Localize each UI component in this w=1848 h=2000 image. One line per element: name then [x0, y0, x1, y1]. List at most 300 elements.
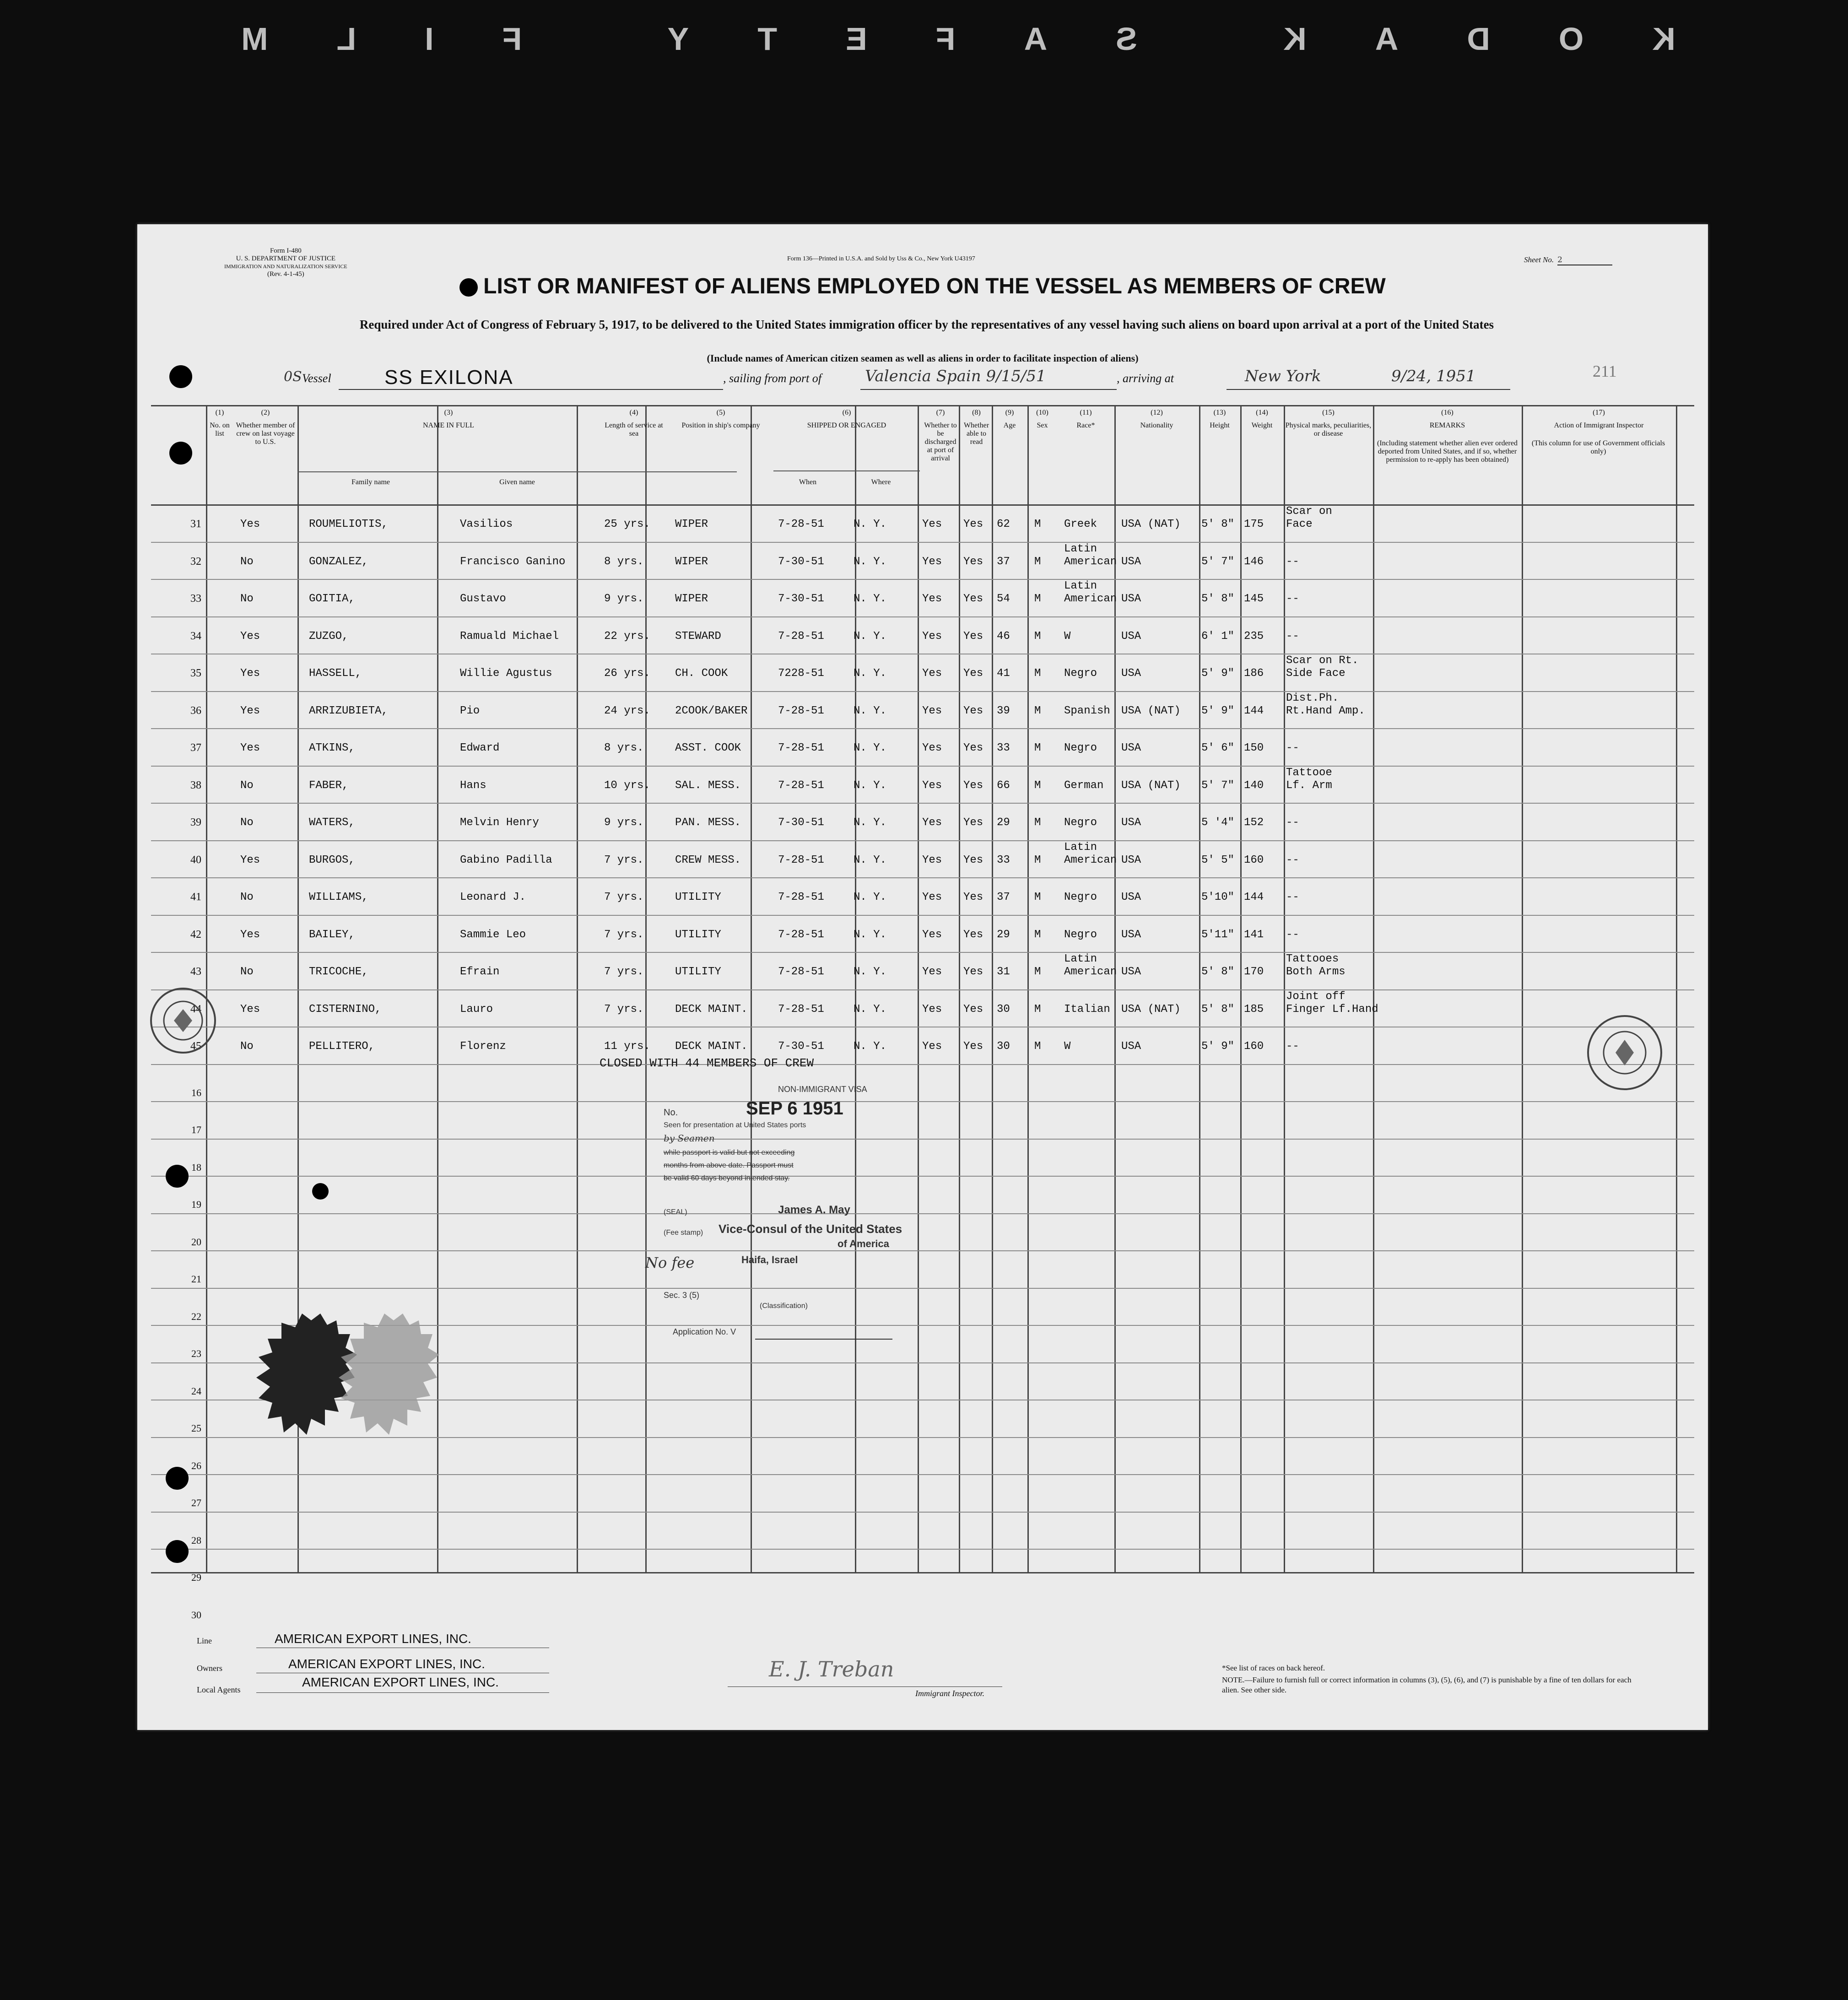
cell-position: SAL. MESS. [675, 779, 741, 792]
cell-position: DECK MAINT. [675, 1040, 748, 1053]
page-mark: 211 [1593, 362, 1617, 380]
cell-position: PAN. MESS. [675, 816, 741, 829]
cell-marks: -- [1286, 1040, 1299, 1053]
cell-service: 24 yrs. [604, 704, 650, 717]
table-top-rule [151, 405, 1694, 406]
row-number: 29 [191, 1572, 201, 1583]
cell-discharge: Yes [922, 518, 942, 530]
visa-sec: Sec. 3 (5) [664, 1291, 700, 1300]
cell-nationality: USA [1121, 1040, 1141, 1053]
cell-when: 7-28-51 [778, 854, 824, 866]
cell-prev: Yes [240, 928, 260, 941]
row-number: 20 [191, 1236, 201, 1248]
cell-marks: -- [1286, 854, 1299, 866]
table-vertical-rule [1676, 405, 1677, 1572]
cell-nationality: USA [1121, 816, 1141, 829]
cell-service: 8 yrs. [604, 555, 644, 568]
cell-race: W [1064, 630, 1071, 643]
cell-prev: No [240, 555, 254, 568]
cell-sex: M [1034, 891, 1041, 903]
row-number: 23 [191, 1348, 201, 1359]
table-row-rule [151, 1064, 1694, 1065]
vessel-name: SS EXILONA [384, 366, 513, 389]
cell-weight: 235 [1244, 630, 1264, 643]
cell-when: 7-28-51 [778, 1003, 824, 1016]
cell-when: 7-30-51 [778, 1040, 824, 1053]
arriving-at: New York [1245, 367, 1321, 385]
table-vertical-rule [1199, 405, 1200, 1572]
cell-where: N. Y. [854, 928, 887, 941]
cell-where: N. Y. [854, 854, 887, 866]
cell-discharge: Yes [922, 928, 942, 941]
table-vertical-rule [645, 405, 647, 1572]
cell-family: WATERS, [309, 816, 355, 829]
column-header: SHIPPED OR ENGAGED [807, 422, 886, 429]
cell-discharge: Yes [922, 854, 942, 866]
cell-position: ASST. COOK [675, 742, 741, 754]
cell-race: German [1064, 779, 1104, 792]
cell-position: DECK MAINT. [675, 1003, 748, 1016]
visa-title: NON-IMMIGRANT VISA [778, 1085, 867, 1094]
cell-given: Edward [460, 742, 500, 754]
column-header: Sex [1037, 422, 1048, 429]
cell-age: 37 [997, 555, 1010, 568]
cell-when: 7-30-51 [778, 593, 824, 605]
cell-position: CH. COOK [675, 667, 728, 680]
column-number: (13) [1213, 409, 1226, 416]
cell-marks: Joint off Finger Lf.Hand [1286, 990, 1378, 1016]
sheet-no-value: 2 [1557, 255, 1612, 265]
cell-age: 30 [997, 1003, 1010, 1016]
consulate-seal-left-icon [146, 984, 220, 1057]
punch-hole [166, 1540, 189, 1563]
cell-race: Negro [1064, 816, 1097, 829]
cell-race: Italian [1064, 1003, 1110, 1016]
cell-nationality: USA (NAT) [1121, 704, 1181, 717]
cell-nationality: USA [1121, 928, 1141, 941]
cell-marks: -- [1286, 593, 1299, 605]
cell-sex: M [1034, 667, 1041, 680]
form-number: Form I-480 [270, 247, 302, 254]
cell-discharge: Yes [922, 593, 942, 605]
cell-prev: Yes [240, 630, 260, 643]
cell-read: Yes [963, 742, 983, 754]
column-number: (10) [1036, 409, 1048, 416]
table-row-rule [151, 1549, 1694, 1550]
cell-nationality: USA [1121, 630, 1141, 643]
table-row-rule [151, 803, 1694, 804]
sheet-label: Sheet No. [1524, 255, 1554, 264]
cell-sex: M [1034, 742, 1041, 754]
cell-age: 30 [997, 1040, 1010, 1053]
cell-race: Latin American [1064, 841, 1117, 866]
cell-sex: M [1034, 854, 1041, 866]
cell-race: W [1064, 1040, 1071, 1053]
table-vertical-rule [918, 405, 919, 1572]
row-number: 44 [190, 1003, 201, 1015]
table-vertical-rule [1522, 405, 1523, 1572]
column-number: (16) [1441, 409, 1454, 416]
cell-family: BAILEY, [309, 928, 355, 941]
cell-read: Yes [963, 891, 983, 903]
column-number: (12) [1151, 409, 1163, 416]
cell-marks: Tattooes Both Arms [1286, 953, 1345, 978]
column-header: NAME IN FULL [423, 422, 474, 429]
column-header: REMARKS [1429, 422, 1465, 429]
cell-marks: -- [1286, 555, 1299, 568]
table-bottom-rule [151, 1572, 1694, 1573]
cell-position: UTILITY [675, 966, 721, 978]
cell-family: ROUMELIOTIS, [309, 518, 388, 530]
include-note: (Include names of American citizen seamen as well as aliens in order to facilitate inspection of aliens) [707, 352, 1139, 364]
table-row-rule [151, 840, 1694, 841]
row-number: 21 [191, 1273, 201, 1285]
cell-given: Florenz [460, 1040, 506, 1053]
cell-race: Greek [1064, 518, 1097, 530]
cell-sex: M [1034, 704, 1041, 717]
cell-marks: Scar on Rt. Side Face [1286, 654, 1359, 680]
cell-service: 9 yrs. [604, 593, 644, 605]
cell-marks: -- [1286, 816, 1299, 829]
column-header: Whether to be discharged at port of arrival [924, 422, 957, 462]
cell-when: 7-28-51 [778, 891, 824, 903]
cell-family: PELLITERO, [309, 1040, 375, 1053]
family-name-header: Family name [351, 478, 390, 486]
where-header: Where [871, 478, 891, 486]
cell-height: 5' 9" [1201, 704, 1235, 717]
cell-age: 29 [997, 928, 1010, 941]
visa-valid3: be valid 60 days beyond intended stay. [664, 1174, 790, 1182]
cell-height: 6' 1" [1201, 630, 1235, 643]
cell-marks: -- [1286, 928, 1299, 941]
cell-position: 2COOK/BAKER [675, 704, 748, 717]
column-header: Length of service at sea [605, 422, 663, 438]
cell-read: Yes [963, 928, 983, 941]
row-number: 36 [190, 704, 201, 717]
cell-when: 7-28-51 [778, 742, 824, 754]
row-number: 22 [191, 1310, 201, 1322]
cell-nationality: USA [1121, 593, 1141, 605]
cell-when: 7-28-51 [778, 518, 824, 530]
cell-position: STEWARD [675, 630, 721, 643]
cell-when: 7-30-51 [778, 555, 824, 568]
column-number: (11) [1080, 409, 1092, 416]
cell-given: Gustavo [460, 593, 506, 605]
inspector-note: (This column for use of Government officials only) [1531, 439, 1665, 455]
consul-name: James A. May [778, 1204, 850, 1216]
cell-height: 5'11" [1201, 928, 1235, 941]
cell-read: Yes [963, 704, 983, 717]
cell-age: 31 [997, 966, 1010, 978]
printer-note: Form 136—Printed in U.S.A. and Sold by Uss & Co., New York U43197 [787, 255, 975, 262]
cell-height: 5' 8" [1201, 966, 1235, 978]
line-value: AMERICAN EXPORT LINES, INC. [275, 1632, 471, 1646]
table-row-rule [151, 542, 1694, 543]
cell-weight: 152 [1244, 816, 1264, 829]
cell-where: N. Y. [854, 891, 887, 903]
row-number: 38 [190, 779, 201, 791]
cell-sex: M [1034, 593, 1041, 605]
service: IMMIGRATION AND NATURALIZATION SERVICE [224, 263, 347, 270]
cell-age: 54 [997, 593, 1010, 605]
cell-family: CISTERNINO, [309, 1003, 382, 1016]
inspector-signature: E. J. Treban [769, 1657, 894, 1681]
cell-nationality: USA [1121, 667, 1141, 680]
column-header: Nationality [1140, 422, 1173, 429]
cell-given: Leonard J. [460, 891, 526, 903]
table-row-rule [151, 691, 1694, 692]
cell-where: N. Y. [854, 742, 887, 754]
name-subheader-rule [297, 471, 737, 472]
cell-weight: 146 [1244, 555, 1264, 568]
cell-age: 29 [997, 816, 1010, 829]
cell-position: CREW MESS. [675, 854, 741, 866]
column-number: (9) [1005, 409, 1014, 416]
cell-age: 41 [997, 667, 1010, 680]
cell-prev: No [240, 966, 254, 978]
visa-valid2: months from above date. Passport must [664, 1162, 794, 1169]
cell-height: 5' 5" [1201, 854, 1235, 866]
row-number: 27 [191, 1497, 201, 1508]
cell-service: 7 yrs. [604, 966, 644, 978]
cell-weight: 150 [1244, 742, 1264, 754]
table-row-rule [151, 989, 1694, 990]
cell-height: 5 '4" [1201, 816, 1235, 829]
when-header: When [799, 478, 817, 486]
column-header: Action of Immigrant Inspector [1554, 422, 1644, 429]
fine-note: NOTE.—Failure to furnish full or correct information in columns (3), (5), (6), and (7) is punishable by a fine of ten dollars for each alien. See other side. [1222, 1676, 1632, 1694]
cell-marks: Dist.Ph. Rt.Hand Amp. [1286, 692, 1365, 717]
cell-family: ATKINS, [309, 742, 355, 754]
cell-prev: No [240, 1040, 254, 1053]
cell-prev: Yes [240, 704, 260, 717]
row-number: 28 [191, 1534, 201, 1546]
cell-prev: No [240, 779, 254, 792]
closed-note: CLOSED WITH 44 MEMBERS OF CREW [600, 1056, 814, 1070]
vessel-label: Vessel [302, 372, 331, 385]
table-vertical-rule [1284, 405, 1285, 1572]
cell-sex: M [1034, 779, 1041, 792]
cell-race: Latin American [1064, 580, 1117, 605]
cell-service: 7 yrs. [604, 928, 644, 941]
cell-age: 66 [997, 779, 1010, 792]
consul-america: of America [838, 1238, 889, 1249]
row-number: 40 [190, 854, 201, 866]
cell-service: 7 yrs. [604, 891, 644, 903]
table-row-rule [151, 877, 1694, 878]
cell-nationality: USA [1121, 854, 1141, 866]
vessel-prefix: 0S [284, 369, 302, 385]
cell-weight: 141 [1244, 928, 1264, 941]
given-name-header: Given name [499, 478, 535, 486]
column-number: (1) [215, 409, 224, 416]
cell-prev: Yes [240, 742, 260, 754]
visa-stamp [645, 1085, 993, 1341]
cell-when: 7-28-51 [778, 966, 824, 978]
cell-service: 11 yrs. [604, 1040, 650, 1053]
cell-where: N. Y. [854, 704, 887, 717]
row-number: 26 [191, 1459, 201, 1471]
row-number: 39 [190, 816, 201, 828]
cell-age: 46 [997, 630, 1010, 643]
column-number: (8) [972, 409, 981, 416]
row-number: 17 [191, 1124, 201, 1135]
no-fee-note: No fee [645, 1254, 695, 1271]
row-number: 30 [191, 1609, 201, 1621]
cell-where: N. Y. [854, 518, 887, 530]
remarks-note: (Including statement whether alien ever ordered deported from United States, and if so, whether permission to re-apply has been obtained) [1377, 439, 1518, 464]
cell-when: 7-28-51 [778, 630, 824, 643]
cell-discharge: Yes [922, 1040, 942, 1053]
cell-given: Willie Agustus [460, 667, 552, 680]
punch-hole [169, 365, 192, 388]
cell-weight: 186 [1244, 667, 1264, 680]
cell-service: 26 yrs. [604, 667, 650, 680]
cell-family: ARRIZUBIETA, [309, 704, 388, 717]
row-number: 16 [191, 1086, 201, 1098]
cell-prev: Yes [240, 1003, 260, 1016]
wax-seal-stain-icon [252, 1314, 458, 1478]
cell-age: 33 [997, 742, 1010, 754]
cell-prev: Yes [240, 518, 260, 530]
table-vertical-rule [1373, 405, 1374, 1572]
manifest-sheet [137, 224, 1708, 1730]
cell-marks: -- [1286, 891, 1299, 903]
punch-hole [169, 442, 192, 465]
cell-when: 7228-51 [778, 667, 824, 680]
cell-service: 8 yrs. [604, 742, 644, 754]
table-vertical-rule [855, 405, 856, 1572]
cell-given: Melvin Henry [460, 816, 539, 829]
owners-value: AMERICAN EXPORT LINES, INC. [288, 1657, 485, 1671]
column-header: Whether able to read [963, 422, 989, 446]
cell-where: N. Y. [854, 1003, 887, 1016]
cell-given: Hans [460, 779, 486, 792]
cell-read: Yes [963, 816, 983, 829]
visa-fee: (Fee stamp) [664, 1229, 703, 1237]
table-row-rule [151, 579, 1694, 580]
cell-given: Francisco Ganino [460, 555, 566, 568]
visa-valid1: while passport is valid but not exceeding [664, 1149, 795, 1157]
title-text: LIST OR MANIFEST OF ALIENS EMPLOYED ON THE VESSEL AS MEMBERS OF CREW [483, 274, 1386, 298]
row-number: 34 [190, 630, 201, 642]
cell-given: Sammie Leo [460, 928, 526, 941]
cell-service: 7 yrs. [604, 854, 644, 866]
cell-nationality: USA (NAT) [1121, 518, 1181, 530]
table-row-rule [151, 915, 1694, 916]
shipped-subheader-rule [773, 470, 920, 471]
cell-read: Yes [963, 854, 983, 866]
table-row-rule [151, 616, 1694, 617]
cell-family: ZUZGO, [309, 630, 349, 643]
visa-classification: (Classification) [760, 1302, 808, 1310]
cell-read: Yes [963, 630, 983, 643]
column-number: (17) [1593, 409, 1605, 416]
cell-where: N. Y. [854, 630, 887, 643]
cell-marks: Tattooe Lf. Arm [1286, 766, 1332, 792]
row-number: 24 [191, 1385, 201, 1397]
cell-read: Yes [963, 555, 983, 568]
cell-where: N. Y. [854, 966, 887, 978]
cell-age: 39 [997, 704, 1010, 717]
cell-when: 7-28-51 [778, 928, 824, 941]
cell-race: Negro [1064, 667, 1097, 680]
column-number: (7) [936, 409, 945, 416]
cell-prev: No [240, 891, 254, 903]
cell-marks: -- [1286, 630, 1299, 643]
row-number: 19 [191, 1199, 201, 1210]
cell-discharge: Yes [922, 891, 942, 903]
column-number: (3) [444, 409, 453, 416]
cell-sex: M [1034, 518, 1041, 530]
cell-position: WIPER [675, 555, 708, 568]
punch-hole [166, 1165, 189, 1188]
column-number: (6) [842, 409, 851, 416]
visa-seal: (SEAL) [664, 1208, 687, 1216]
cell-discharge: Yes [922, 630, 942, 643]
cell-given: Ramuald Michael [460, 630, 559, 643]
cell-read: Yes [963, 518, 983, 530]
row-number: 33 [190, 593, 201, 605]
consul-title: Vice-Consul of the United States [719, 1222, 902, 1236]
cell-sex: M [1034, 1040, 1041, 1053]
department: U. S. DEPARTMENT OF JUSTICE [236, 255, 336, 262]
cell-race: Spanish [1064, 704, 1110, 717]
column-header: No. on list [210, 422, 230, 438]
races-note: *See list of races on back hereof. [1222, 1664, 1325, 1672]
cell-height: 5' 9" [1201, 1040, 1235, 1053]
inspector-label: Immigrant Inspector. [915, 1689, 984, 1698]
cell-weight: 160 [1244, 854, 1264, 866]
row-number: 31 [190, 518, 201, 530]
cell-where: N. Y. [854, 816, 887, 829]
cell-age: 37 [997, 891, 1010, 903]
row-number: 25 [191, 1422, 201, 1434]
cell-weight: 145 [1244, 593, 1264, 605]
visa-seen: Seen for presentation at United States ports [664, 1121, 806, 1129]
cell-race: Latin American [1064, 953, 1117, 978]
row-number: 45 [190, 1040, 201, 1052]
film-edge-text: KODAK SAFETY FILM [173, 21, 1675, 57]
table-vertical-rule [1027, 405, 1029, 1572]
cell-family: WILLIAMS, [309, 891, 368, 903]
row-number: 32 [190, 555, 201, 568]
cell-discharge: Yes [922, 742, 942, 754]
revision: (Rev. 4-1-45) [267, 270, 304, 278]
cell-read: Yes [963, 667, 983, 680]
cell-height: 5' 6" [1201, 742, 1235, 754]
cell-read: Yes [963, 966, 983, 978]
cell-marks: Scar on Face [1286, 505, 1332, 530]
cell-discharge: Yes [922, 779, 942, 792]
row-number: 35 [190, 667, 201, 679]
visa-application: Application No. V [673, 1327, 736, 1336]
sheet-number [1524, 255, 1612, 265]
sailing-from: Valencia Spain 9/15/51 [865, 367, 1046, 385]
cell-nationality: USA [1121, 742, 1141, 754]
cell-height: 5' 9" [1201, 667, 1235, 680]
act-subtitle: Required under Act of Congress of February 5, 1917, to be delivered to the United States immigration officer by the representatives of any vessel having such aliens on board upon arrival at a port of the United States [359, 318, 1494, 331]
column-number: (14) [1256, 409, 1268, 416]
visa-no-label: No. [664, 1108, 678, 1118]
cell-read: Yes [963, 1040, 983, 1053]
table-vertical-rule [992, 405, 993, 1572]
cell-weight: 144 [1244, 704, 1264, 717]
cell-service: 10 yrs. [604, 779, 650, 792]
cell-family: GONZALEZ, [309, 555, 368, 568]
cell-height: 5' 8" [1201, 1003, 1235, 1016]
cell-given: Lauro [460, 1003, 493, 1016]
